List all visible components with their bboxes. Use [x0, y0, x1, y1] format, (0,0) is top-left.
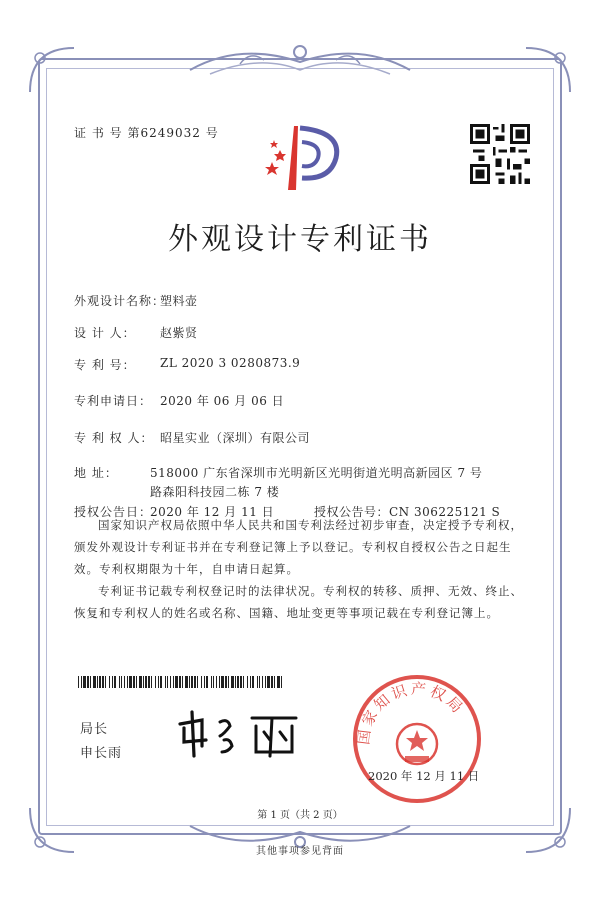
grant-statement-paragraph: 国家知识产权局依照中华人民共和国专利法经过初步审查，决定授予专利权，颁发外观设计专利证书并在专利登记簿上予以登记。专利权自授权公告之日起生效。专利权期限为十年，自申请日起算。 [74, 518, 523, 576]
signatory-name: 申长雨 [80, 746, 123, 761]
signature-date: 2020 年 12 月 11 日 [368, 769, 480, 783]
official-seal-icon [350, 672, 484, 806]
patent-number-label: 专 利 号： [74, 358, 136, 372]
signatory-role: 局长 [80, 722, 109, 737]
barcode-icon [78, 676, 282, 688]
patentee-label: 专 利 权 人： [74, 431, 154, 445]
application-date-value: 2020 年 06 月 06 日 [160, 394, 285, 408]
grant-date-label: 授权公告日： [74, 505, 153, 519]
patentee-value: 昭星实业（深圳）有限公司 [160, 431, 311, 445]
designer-value: 赵紫贤 [160, 326, 198, 340]
grant-publication-number: 授权公告号：CN 306225121 S [314, 505, 501, 519]
footer-note: 其他事项参见背面 [256, 846, 344, 857]
top-ornament-icon [180, 40, 420, 84]
designer-label: 设 计 人： [74, 326, 136, 340]
design-name-label: 外观设计名称： [74, 294, 166, 308]
corner-ornament-icon [22, 40, 82, 100]
address-value: 518000 广东省深圳市光明新区光明街道光明高新园区 7 号 [150, 466, 483, 480]
certificate-number: 证 书 号 第6249032 号 [74, 126, 219, 140]
certificate-title: 外观设计专利证书 [168, 222, 432, 257]
address-value-line2: 路森阳科技园二栋 7 楼 [150, 485, 280, 499]
patent-office-logo-icon [258, 118, 348, 198]
handwritten-signature-icon [172, 706, 312, 762]
patent-number-value: ZL 2020 3 0280873.9 [160, 356, 301, 370]
design-name-value: 塑料壶 [160, 294, 198, 308]
grant-date-value: 2020 年 12 月 11 日 [150, 505, 275, 519]
page-number: 第 1 页（共 2 页） [257, 810, 343, 821]
svg-text:国家知识产权局: 国家知识产权局 [354, 679, 469, 746]
application-date-label: 专利申请日： [74, 394, 153, 408]
legal-status-paragraph: 专利证书记载专利权登记时的法律状况。专利权的转移、质押、无效、终止、恢复和专利权人的姓名或名称、国籍、地址变更等事项记载在专利登记簿上。 [74, 584, 523, 620]
corner-ornament-icon [518, 40, 578, 100]
qr-code-icon [470, 124, 530, 184]
address-label: 地 址： [74, 466, 118, 480]
